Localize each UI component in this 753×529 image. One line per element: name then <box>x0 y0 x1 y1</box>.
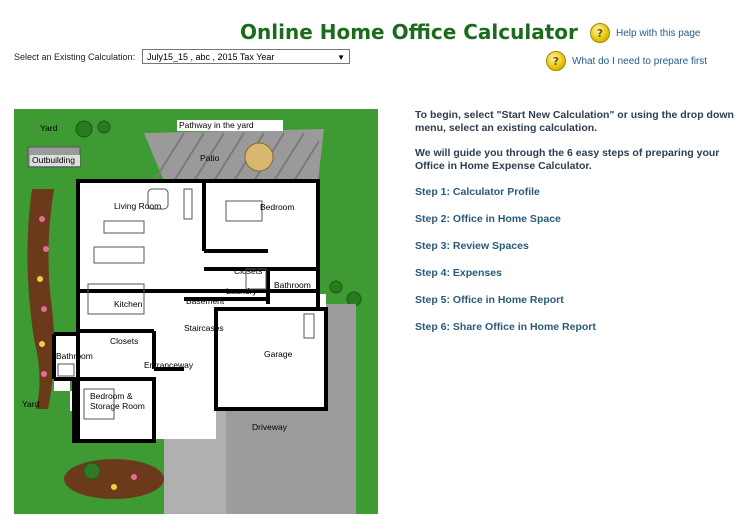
bedroom-storage-label-line1[interactable]: Bedroom & <box>90 391 133 401</box>
bedroom-label[interactable]: Bedroom <box>260 202 295 212</box>
existing-calculation-select[interactable] <box>142 49 350 64</box>
prepare-link-label[interactable]: What do I need to prepare first <box>572 55 708 67</box>
step-3-link[interactable]: Step 3: Review Spaces <box>415 240 529 252</box>
laundry-label[interactable]: Laundry <box>226 286 257 296</box>
step-5-link[interactable]: Step 5: Office in Home Report <box>415 294 564 306</box>
intro-paragraph-2: We will guide you through the 6 easy steps of preparing your Office in Home Expense Calculator. <box>415 147 720 172</box>
help-with-page-link[interactable] <box>590 23 701 43</box>
patio-label[interactable]: Patio <box>200 153 220 163</box>
outbuilding-label[interactable]: Outbuilding <box>32 155 76 165</box>
prepare-first-link[interactable] <box>546 51 707 71</box>
existing-calculation-label: Select an Existing Calculation: <box>14 52 136 62</box>
help-link-label[interactable]: Help with this page <box>616 27 701 39</box>
home-floor-plan[interactable] <box>14 109 378 514</box>
intro-paragraph-1: To begin, select "Start New Calculation" or using the drop down menu, select an existing calculation. <box>415 109 734 134</box>
staircases-label[interactable]: Staircases <box>184 323 224 333</box>
living-room-label[interactable]: Living Room <box>114 201 162 211</box>
dropdown-arrow-icon[interactable]: ▼ <box>337 53 345 62</box>
step-4-link[interactable]: Step 4: Expenses <box>415 267 502 279</box>
closets-right-label[interactable]: Closets <box>234 266 263 276</box>
closets-left-label[interactable]: Closets <box>110 336 139 346</box>
bathroom-right-label[interactable]: Bathroom <box>274 280 311 290</box>
yard-left-label: Yard <box>22 399 40 409</box>
yard-top-label: Yard <box>40 123 58 133</box>
garage-label[interactable]: Garage <box>264 349 293 359</box>
step-2-link[interactable]: Step 2: Office in Home Space <box>415 213 561 225</box>
steps-list <box>415 186 596 348</box>
entranceway-label[interactable]: Entranceway <box>144 360 194 370</box>
help-question-icon: ? <box>546 51 566 71</box>
pathway-label[interactable]: Pathway in the yard <box>179 120 254 130</box>
step-6-link[interactable]: Step 6: Share Office in Home Report <box>415 321 596 333</box>
basement-label[interactable]: Basement <box>186 296 225 306</box>
help-question-icon: ? <box>590 23 610 43</box>
step-1-link[interactable]: Step 1: Calculator Profile <box>415 186 540 198</box>
driveway-label[interactable]: Driveway <box>252 422 287 432</box>
kitchen-label[interactable]: Kitchen <box>114 299 143 309</box>
bedroom-storage-label-line2[interactable]: Storage Room <box>90 401 145 411</box>
bathroom-left-label[interactable]: Bathroom <box>56 351 93 361</box>
page-title: Online Home Office Calculator <box>240 20 578 44</box>
selected-calculation: July15_15 , abc , 2015 Tax Year <box>147 52 275 62</box>
intro-text <box>415 109 750 185</box>
